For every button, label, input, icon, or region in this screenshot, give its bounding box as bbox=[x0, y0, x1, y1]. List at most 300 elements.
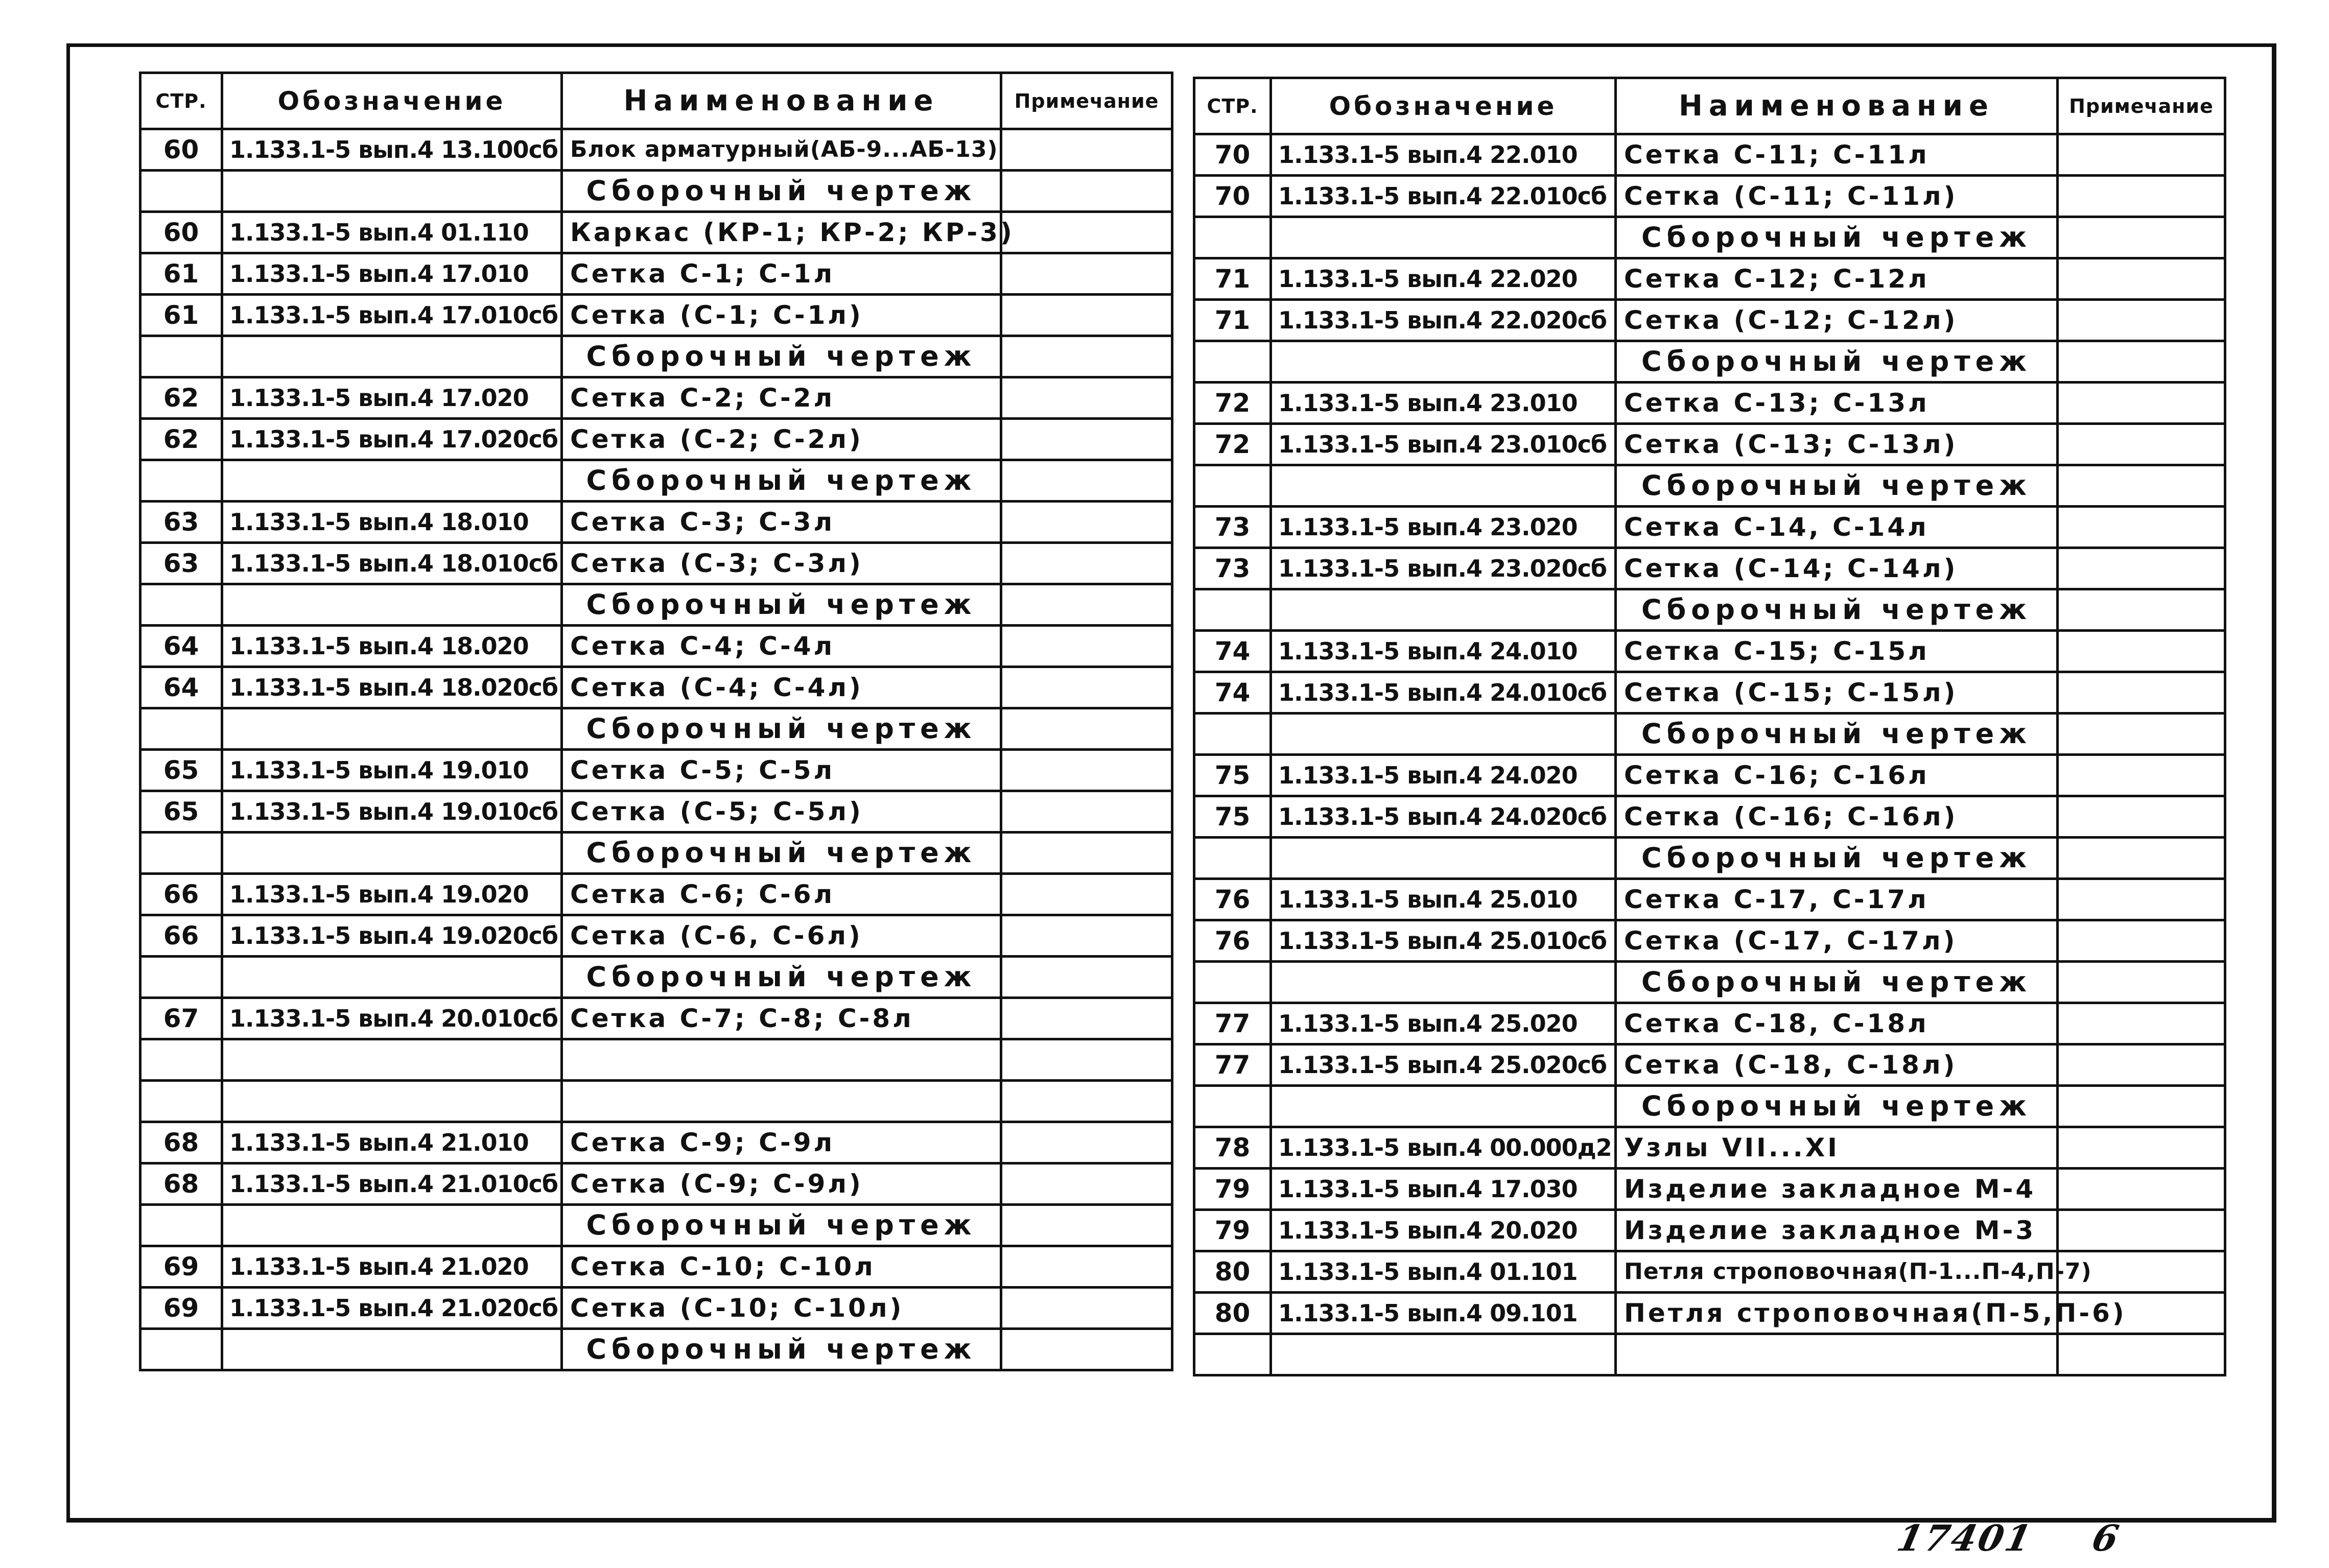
page-cell: 72 bbox=[1194, 383, 1271, 424]
note-cell bbox=[1001, 998, 1172, 1039]
name-cell: Сетка С-1; С-1л bbox=[562, 253, 1001, 295]
note-cell bbox=[1001, 957, 1172, 998]
table-row bbox=[1194, 1127, 2225, 1169]
page-cell bbox=[140, 957, 222, 998]
page-cell: 75 bbox=[1194, 796, 1271, 838]
note-cell bbox=[1001, 1081, 1172, 1122]
page-cell bbox=[140, 1081, 222, 1122]
table-row bbox=[140, 419, 1172, 460]
table-row bbox=[1194, 879, 2225, 920]
name-cell: Сборочный чертеж bbox=[562, 1329, 1001, 1370]
name-cell: Сетка (С-1; С-1л) bbox=[562, 295, 1001, 336]
name-cell: Сетка С-4; С-4л bbox=[562, 626, 1001, 667]
page-cell: 62 bbox=[140, 377, 222, 419]
designation-cell bbox=[1271, 838, 1616, 879]
page-cell bbox=[140, 336, 222, 377]
table-row bbox=[140, 957, 1172, 998]
name-cell: Сборочный чертеж bbox=[562, 1205, 1001, 1246]
name-cell: Сборочный чертеж bbox=[562, 460, 1001, 502]
note-cell bbox=[1001, 129, 1172, 171]
table-row bbox=[140, 791, 1172, 833]
table-row bbox=[140, 336, 1172, 377]
table-row bbox=[140, 502, 1172, 543]
stamp-number: 17401 bbox=[1893, 1517, 2037, 1559]
page-cell: 62 bbox=[140, 419, 222, 460]
table-row bbox=[140, 1329, 1172, 1370]
designation-cell bbox=[222, 1329, 562, 1370]
designation-cell: 1.133.1-5 вып.4 19.020сб bbox=[222, 915, 562, 957]
designation-cell: 1.133.1-5 вып.4 22.010сб bbox=[1271, 176, 1616, 217]
name-cell: Изделие закладное М-4 bbox=[1616, 1169, 2058, 1210]
designation-cell bbox=[222, 1039, 562, 1081]
note-cell bbox=[2058, 424, 2225, 465]
name-cell: Сетка С-18, С-18л bbox=[1616, 1003, 2058, 1044]
stamp-page: 6 bbox=[2088, 1517, 2125, 1559]
name-cell: Сетка (С-4; С-4л) bbox=[562, 667, 1001, 708]
table-row bbox=[1194, 548, 2225, 589]
name-cell: Сборочный чертеж bbox=[1616, 962, 2058, 1003]
designation-cell: 1.133.1-5 вып.4 25.020сб bbox=[1271, 1044, 1616, 1086]
designation-cell: 1.133.1-5 вып.4 21.020 bbox=[222, 1246, 562, 1288]
name-cell: Сетка С-14, С-14л bbox=[1616, 507, 2058, 548]
name-cell: Сетка (С-5; С-5л) bbox=[562, 791, 1001, 833]
table-row bbox=[140, 1288, 1172, 1329]
page-cell bbox=[1194, 714, 1271, 755]
note-cell bbox=[1001, 584, 1172, 626]
designation-cell bbox=[222, 957, 562, 998]
table-row bbox=[140, 1163, 1172, 1205]
table-row bbox=[1194, 300, 2225, 341]
page-cell bbox=[1194, 465, 1271, 507]
note-cell bbox=[2058, 1334, 2225, 1375]
page-cell bbox=[140, 1205, 222, 1246]
page-cell bbox=[1194, 838, 1271, 879]
note-cell bbox=[2058, 672, 2225, 714]
page-cell: 70 bbox=[1194, 176, 1271, 217]
designation-cell: 1.133.1-5 вып.4 23.020сб bbox=[1271, 548, 1616, 589]
table-row bbox=[1194, 962, 2225, 1003]
page-cell: 80 bbox=[1194, 1251, 1271, 1293]
name-cell: Сборочный чертеж bbox=[562, 957, 1001, 998]
page-cell bbox=[1194, 1086, 1271, 1127]
name-cell bbox=[562, 1039, 1001, 1081]
table-row bbox=[140, 998, 1172, 1039]
name-cell: Сборочный чертеж bbox=[1616, 217, 2058, 258]
page-cell: 75 bbox=[1194, 755, 1271, 796]
table-row bbox=[140, 253, 1172, 295]
designation-cell: 1.133.1-5 вып.4 17.010 bbox=[222, 253, 562, 295]
page-cell: 64 bbox=[140, 626, 222, 667]
name-cell: Сетка (С-9; С-9л) bbox=[562, 1163, 1001, 1205]
note-cell bbox=[1001, 708, 1172, 750]
page-cell: 63 bbox=[140, 502, 222, 543]
archive-stamp bbox=[1893, 1517, 2124, 1559]
header-note: Примечание bbox=[2058, 78, 2225, 134]
designation-cell bbox=[222, 460, 562, 502]
note-cell bbox=[1001, 295, 1172, 336]
note-cell bbox=[2058, 507, 2225, 548]
designation-cell: 1.133.1-5 вып.4 22.020сб bbox=[1271, 300, 1616, 341]
page-cell: 64 bbox=[140, 667, 222, 708]
page-cell bbox=[1194, 962, 1271, 1003]
designation-cell: 1.133.1-5 вып.4 25.010сб bbox=[1271, 920, 1616, 962]
note-cell bbox=[2058, 920, 2225, 962]
note-cell bbox=[1001, 750, 1172, 791]
note-cell bbox=[1001, 460, 1172, 502]
page-cell: 77 bbox=[1194, 1003, 1271, 1044]
table-row bbox=[1194, 424, 2225, 465]
table-row bbox=[1194, 1044, 2225, 1086]
note-cell bbox=[2058, 548, 2225, 589]
page-cell: 61 bbox=[140, 295, 222, 336]
note-cell bbox=[2058, 962, 2225, 1003]
page-cell: 66 bbox=[140, 874, 222, 915]
note-cell bbox=[2058, 879, 2225, 920]
header-row bbox=[140, 73, 1172, 129]
note-cell bbox=[1001, 1246, 1172, 1288]
header-note: Примечание bbox=[1001, 73, 1172, 129]
designation-cell: 1.133.1-5 вып.4 20.010сб bbox=[222, 998, 562, 1039]
note-cell bbox=[2058, 176, 2225, 217]
table-row bbox=[140, 667, 1172, 708]
page-cell: 70 bbox=[1194, 134, 1271, 176]
note-cell bbox=[1001, 915, 1172, 957]
header-row bbox=[1194, 78, 2225, 134]
page-cell: 73 bbox=[1194, 507, 1271, 548]
designation-cell: 1.133.1-5 вып.4 21.010 bbox=[222, 1122, 562, 1163]
page-cell: 60 bbox=[140, 212, 222, 253]
page-cell: 61 bbox=[140, 253, 222, 295]
designation-cell: 1.133.1-5 вып.4 20.020 bbox=[1271, 1210, 1616, 1251]
note-cell bbox=[1001, 543, 1172, 584]
designation-cell bbox=[1271, 589, 1616, 631]
name-cell: Сборочный чертеж bbox=[562, 336, 1001, 377]
table-row bbox=[140, 1205, 1172, 1246]
header-page: СТР. bbox=[1194, 78, 1271, 134]
name-cell: Сетка С-15; С-15л bbox=[1616, 631, 2058, 672]
name-cell: Узлы VII...XI bbox=[1616, 1127, 2058, 1169]
note-cell bbox=[1001, 1205, 1172, 1246]
table-row bbox=[1194, 176, 2225, 217]
name-cell: Сетка С-6; С-6л bbox=[562, 874, 1001, 915]
page-cell: 79 bbox=[1194, 1169, 1271, 1210]
page-cell bbox=[140, 1329, 222, 1370]
table-row bbox=[140, 626, 1172, 667]
note-cell bbox=[1001, 833, 1172, 874]
note-cell bbox=[2058, 1044, 2225, 1086]
page-cell: 69 bbox=[140, 1246, 222, 1288]
header-page: СТР. bbox=[140, 73, 222, 129]
note-cell bbox=[1001, 874, 1172, 915]
designation-cell: 1.133.1-5 вып.4 01.110 bbox=[222, 212, 562, 253]
table-row bbox=[140, 1081, 1172, 1122]
designation-cell bbox=[1271, 217, 1616, 258]
page-cell: 79 bbox=[1194, 1210, 1271, 1251]
note-cell bbox=[2058, 134, 2225, 176]
page-cell bbox=[140, 833, 222, 874]
name-cell: Сетка (С-2; С-2л) bbox=[562, 419, 1001, 460]
name-cell: Сетка (С-6, С-6л) bbox=[562, 915, 1001, 957]
table-row bbox=[1194, 465, 2225, 507]
page-cell: 77 bbox=[1194, 1044, 1271, 1086]
note-cell bbox=[1001, 1329, 1172, 1370]
page-cell: 76 bbox=[1194, 920, 1271, 962]
page-cell: 71 bbox=[1194, 300, 1271, 341]
note-cell bbox=[2058, 1086, 2225, 1127]
table-row bbox=[1194, 258, 2225, 300]
table-row bbox=[1194, 1086, 2225, 1127]
header-name: Наименование bbox=[562, 73, 1001, 129]
note-cell bbox=[1001, 791, 1172, 833]
page-cell: 74 bbox=[1194, 672, 1271, 714]
name-cell: Сетка С-16; С-16л bbox=[1616, 755, 2058, 796]
page-cell: 67 bbox=[140, 998, 222, 1039]
name-cell: Блок арматурный(АБ-9...АБ-13) bbox=[562, 129, 1001, 171]
table-row bbox=[1194, 1293, 2225, 1334]
designation-cell: 1.133.1-5 вып.4 23.010 bbox=[1271, 383, 1616, 424]
table-row bbox=[1194, 631, 2225, 672]
note-cell bbox=[1001, 419, 1172, 460]
note-cell bbox=[2058, 258, 2225, 300]
note-cell bbox=[2058, 755, 2225, 796]
note-cell bbox=[2058, 300, 2225, 341]
page-cell: 78 bbox=[1194, 1127, 1271, 1169]
designation-cell bbox=[222, 708, 562, 750]
name-cell: Сетка (С-14; С-14л) bbox=[1616, 548, 2058, 589]
name-cell: Сетка С-10; С-10л bbox=[562, 1246, 1001, 1288]
name-cell: Сетка (С-10; С-10л) bbox=[562, 1288, 1001, 1329]
designation-cell: 1.133.1-5 вып.4 18.010 bbox=[222, 502, 562, 543]
note-cell bbox=[1001, 253, 1172, 295]
table-row bbox=[140, 750, 1172, 791]
table-row bbox=[140, 1246, 1172, 1288]
page-cell bbox=[140, 171, 222, 212]
note-cell bbox=[1001, 377, 1172, 419]
note-cell bbox=[2058, 1169, 2225, 1210]
page-cell: 71 bbox=[1194, 258, 1271, 300]
table-row bbox=[140, 584, 1172, 626]
header-name: Наименование bbox=[1616, 78, 2058, 134]
name-cell: Сборочный чертеж bbox=[1616, 714, 2058, 755]
name-cell: Сборочный чертеж bbox=[1616, 341, 2058, 383]
note-cell bbox=[2058, 631, 2225, 672]
name-cell: Сетка (С-11; С-11л) bbox=[1616, 176, 2058, 217]
table-row bbox=[1194, 589, 2225, 631]
note-cell bbox=[1001, 212, 1172, 253]
designation-cell: 1.133.1-5 вып.4 18.020 bbox=[222, 626, 562, 667]
table-row bbox=[1194, 383, 2225, 424]
table-row bbox=[140, 708, 1172, 750]
page-cell: 73 bbox=[1194, 548, 1271, 589]
designation-cell bbox=[222, 584, 562, 626]
table-row bbox=[140, 377, 1172, 419]
page-cell bbox=[140, 708, 222, 750]
note-cell bbox=[1001, 1163, 1172, 1205]
name-cell bbox=[562, 1081, 1001, 1122]
table-row bbox=[1194, 672, 2225, 714]
name-cell: Петля строповочная(П-1...П-4,П-7) bbox=[1616, 1251, 2058, 1293]
table-row bbox=[1194, 920, 2225, 962]
page-cell: 74 bbox=[1194, 631, 1271, 672]
name-cell: Сборочный чертеж bbox=[1616, 1086, 2058, 1127]
designation-cell: 1.133.1-5 вып.4 19.010 bbox=[222, 750, 562, 791]
page-cell: 63 bbox=[140, 543, 222, 584]
note-cell bbox=[2058, 838, 2225, 879]
table-row bbox=[1194, 1251, 2225, 1293]
page-cell bbox=[140, 584, 222, 626]
note-cell bbox=[2058, 1127, 2225, 1169]
note-cell bbox=[2058, 796, 2225, 838]
designation-cell bbox=[1271, 465, 1616, 507]
table-row bbox=[1194, 838, 2225, 879]
designation-cell bbox=[222, 1205, 562, 1246]
name-cell: Сетка С-13; С-13л bbox=[1616, 383, 2058, 424]
designation-cell bbox=[1271, 341, 1616, 383]
name-cell: Петля строповочная(П-5,П-6) bbox=[1616, 1293, 2058, 1334]
name-cell: Каркас (КР-1; КР-2; КР-3) bbox=[562, 212, 1001, 253]
table-row bbox=[140, 212, 1172, 253]
page-cell: 68 bbox=[140, 1122, 222, 1163]
table-row bbox=[140, 1122, 1172, 1163]
designation-cell bbox=[222, 1081, 562, 1122]
designation-cell: 1.133.1-5 вып.4 18.010сб bbox=[222, 543, 562, 584]
table-row bbox=[1194, 796, 2225, 838]
page-cell bbox=[140, 460, 222, 502]
name-cell: Сборочный чертеж bbox=[1616, 589, 2058, 631]
designation-cell: 1.133.1-5 вып.4 23.010сб bbox=[1271, 424, 1616, 465]
table-row bbox=[1194, 755, 2225, 796]
table-row bbox=[1194, 714, 2225, 755]
name-cell: Сборочный чертеж bbox=[562, 584, 1001, 626]
name-cell: Сетка (С-18, С-18л) bbox=[1616, 1044, 2058, 1086]
name-cell: Сетка (С-12; С-12л) bbox=[1616, 300, 2058, 341]
designation-cell: 1.133.1-5 вып.4 17.020 bbox=[222, 377, 562, 419]
name-cell: Сетка (С-13; С-13л) bbox=[1616, 424, 2058, 465]
table-row bbox=[1194, 1003, 2225, 1044]
note-cell bbox=[1001, 336, 1172, 377]
table-row bbox=[1194, 1210, 2225, 1251]
name-cell: Сетка С-17, С-17л bbox=[1616, 879, 2058, 920]
name-cell: Сетка (С-17, С-17л) bbox=[1616, 920, 2058, 962]
page-cell bbox=[1194, 589, 1271, 631]
note-cell bbox=[1001, 626, 1172, 667]
name-cell bbox=[1616, 1334, 2058, 1375]
page-cell: 65 bbox=[140, 791, 222, 833]
name-cell: Сетка С-5; С-5л bbox=[562, 750, 1001, 791]
name-cell: Сетка (С-16; С-16л) bbox=[1616, 796, 2058, 838]
note-cell bbox=[1001, 667, 1172, 708]
note-cell bbox=[2058, 341, 2225, 383]
note-cell bbox=[1001, 502, 1172, 543]
designation-cell bbox=[1271, 714, 1616, 755]
name-cell: Сетка (С-3; С-3л) bbox=[562, 543, 1001, 584]
name-cell: Сборочный чертеж bbox=[562, 708, 1001, 750]
note-cell bbox=[2058, 714, 2225, 755]
designation-cell: 1.133.1-5 вып.4 19.010сб bbox=[222, 791, 562, 833]
page-cell: 66 bbox=[140, 915, 222, 957]
designation-cell bbox=[222, 336, 562, 377]
designation-cell bbox=[1271, 962, 1616, 1003]
note-cell bbox=[2058, 1210, 2225, 1251]
table-row bbox=[1194, 341, 2225, 383]
name-cell: Сетка С-12; С-12л bbox=[1616, 258, 2058, 300]
name-cell: Сборочный чертеж bbox=[1616, 465, 2058, 507]
page-cell: 60 bbox=[140, 129, 222, 171]
name-cell: Сетка С-3; С-3л bbox=[562, 502, 1001, 543]
designation-cell: 1.133.1-5 вып.4 18.020сб bbox=[222, 667, 562, 708]
note-cell bbox=[2058, 1003, 2225, 1044]
designation-cell: 1.133.1-5 вып.4 24.010сб bbox=[1271, 672, 1616, 714]
designation-cell bbox=[222, 833, 562, 874]
table-row bbox=[1194, 217, 2225, 258]
designation-cell: 1.133.1-5 вып.4 17.030 bbox=[1271, 1169, 1616, 1210]
designation-cell: 1.133.1-5 вып.4 21.010сб bbox=[222, 1163, 562, 1205]
note-cell bbox=[2058, 589, 2225, 631]
note-cell bbox=[2058, 217, 2225, 258]
designation-cell bbox=[1271, 1334, 1616, 1375]
table-row bbox=[1194, 1169, 2225, 1210]
designation-cell: 1.133.1-5 вып.4 23.020 bbox=[1271, 507, 1616, 548]
table-row bbox=[140, 833, 1172, 874]
table-row bbox=[140, 874, 1172, 915]
name-cell: Сетка (С-15; С-15л) bbox=[1616, 672, 2058, 714]
page-cell bbox=[1194, 217, 1271, 258]
name-cell: Сборочный чертеж bbox=[562, 171, 1001, 212]
note-cell bbox=[1001, 1039, 1172, 1081]
name-cell: Изделие закладное М-3 bbox=[1616, 1210, 2058, 1251]
table-row bbox=[140, 295, 1172, 336]
table-row bbox=[140, 1039, 1172, 1081]
page-cell: 69 bbox=[140, 1288, 222, 1329]
name-cell: Сетка С-11; С-11л bbox=[1616, 134, 2058, 176]
table-row bbox=[140, 543, 1172, 584]
page-cell bbox=[1194, 341, 1271, 383]
page-cell: 80 bbox=[1194, 1293, 1271, 1334]
designation-cell: 1.133.1-5 вып.4 00.000д2 bbox=[1271, 1127, 1616, 1169]
designation-cell bbox=[222, 171, 562, 212]
page-cell: 68 bbox=[140, 1163, 222, 1205]
register-table-right bbox=[1193, 77, 2226, 1376]
designation-cell: 1.133.1-5 вып.4 09.101 bbox=[1271, 1293, 1616, 1334]
designation-cell: 1.133.1-5 вып.4 25.010 bbox=[1271, 879, 1616, 920]
name-cell: Сетка С-9; С-9л bbox=[562, 1122, 1001, 1163]
designation-cell: 1.133.1-5 вып.4 22.020 bbox=[1271, 258, 1616, 300]
designation-cell: 1.133.1-5 вып.4 19.020 bbox=[222, 874, 562, 915]
designation-cell: 1.133.1-5 вып.4 24.010 bbox=[1271, 631, 1616, 672]
designation-cell: 1.133.1-5 вып.4 13.100сб bbox=[222, 129, 562, 171]
table-row bbox=[1194, 1334, 2225, 1375]
table-row bbox=[140, 171, 1172, 212]
page-cell: 76 bbox=[1194, 879, 1271, 920]
header-designation: Обозначение bbox=[1271, 78, 1616, 134]
table-row bbox=[140, 129, 1172, 171]
note-cell bbox=[1001, 171, 1172, 212]
name-cell: Сборочный чертеж bbox=[1616, 838, 2058, 879]
table-row bbox=[1194, 507, 2225, 548]
note-cell bbox=[1001, 1288, 1172, 1329]
designation-cell: 1.133.1-5 вып.4 17.020сб bbox=[222, 419, 562, 460]
designation-cell: 1.133.1-5 вып.4 25.020 bbox=[1271, 1003, 1616, 1044]
note-cell bbox=[2058, 383, 2225, 424]
designation-cell: 1.133.1-5 вып.4 21.020сб bbox=[222, 1288, 562, 1329]
table-row bbox=[140, 915, 1172, 957]
designation-cell: 1.133.1-5 вып.4 22.010 bbox=[1271, 134, 1616, 176]
header-designation: Обозначение bbox=[222, 73, 562, 129]
page-cell: 72 bbox=[1194, 424, 1271, 465]
table-row bbox=[1194, 134, 2225, 176]
table-row bbox=[140, 460, 1172, 502]
page-cell bbox=[1194, 1334, 1271, 1375]
